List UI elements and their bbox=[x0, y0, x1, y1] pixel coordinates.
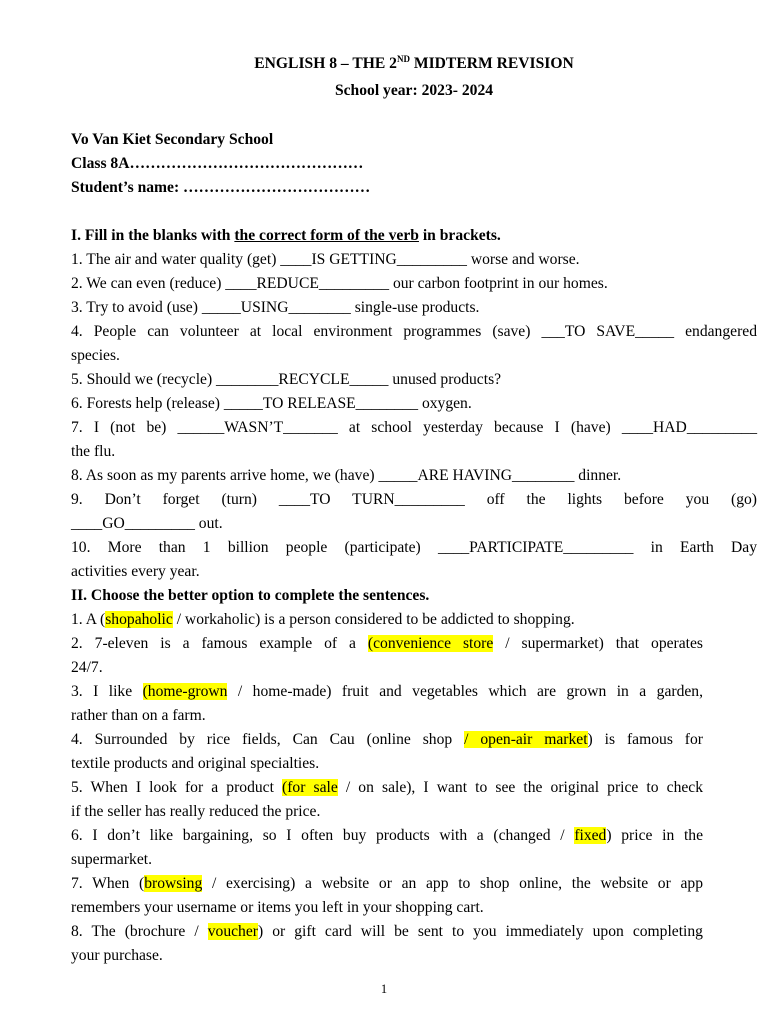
exercise-1-item-continued: activities every year. bbox=[71, 563, 200, 580]
document-page bbox=[71, 50, 757, 968]
exercise-2-item-continued: if the seller has really reduced the price. bbox=[71, 803, 321, 820]
exercise-2-item-continued: 24/7. bbox=[71, 659, 103, 676]
exercise-2-item-continued: textile products and original specialties. bbox=[71, 755, 320, 772]
student-name-line: Student’s name: ……………………………… bbox=[71, 179, 371, 196]
highlighted-answer: (convenience store bbox=[367, 635, 494, 652]
highlighted-answer: (for sale bbox=[282, 779, 338, 796]
school-year: School year: 2023- 2024 bbox=[334, 82, 494, 99]
exercise-1-item: 2. We can even (reduce) ____REDUCE_________ our carbon footprint in our homes. bbox=[71, 275, 608, 292]
exercise-2-item: 4. Surrounded by rice fields, Can Cau (online shop / open-air market) is famous for bbox=[71, 731, 703, 748]
exercise-1-item: 9. Don’t forget (turn) ____TO TURN_________ off the lights before you (go) bbox=[71, 491, 757, 508]
exercise-1-item: 10. More than 1 billion people (participate) ____PARTICIPATE_________ in Earth Day bbox=[71, 539, 757, 556]
exercise-1-item-continued: the flu. bbox=[71, 443, 116, 460]
exercise-1-item: 3. Try to avoid (use) _____USING________ single-use products. bbox=[71, 299, 480, 316]
highlighted-answer: (home-grown bbox=[142, 683, 228, 700]
exercise-1-item: 5. Should we (recycle) ________RECYCLE_____ unused products? bbox=[71, 371, 502, 388]
highlighted-answer: shopaholic bbox=[105, 611, 173, 628]
class-line: Class 8A……………………………………… bbox=[71, 155, 364, 172]
exercise-2-item-continued: your purchase. bbox=[71, 947, 163, 964]
exercise-2-item: 3. I like (home-grown / home-made) fruit and vegetables which are grown in a garden, bbox=[71, 683, 703, 700]
exercise-2-item-continued: supermarket. bbox=[71, 851, 152, 868]
exercise-1-item-continued: species. bbox=[71, 347, 120, 364]
highlighted-answer: / open-air market bbox=[464, 731, 588, 748]
section-1-heading: I. Fill in the blanks with the correct form of the verb in brackets. bbox=[71, 227, 501, 244]
exercise-1-item: 1. The air and water quality (get) ____IS GETTING_________ worse and worse. bbox=[71, 251, 580, 268]
exercise-2-item: 1. A (shopaholic / workaholic) is a person considered to be addicted to shopping. bbox=[71, 611, 575, 628]
page-number: 1 bbox=[380, 982, 388, 996]
exercise-2-item-continued: rather than on a farm. bbox=[71, 707, 206, 724]
exercise-2-item: 5. When I look for a product (for sale / on sale), I want to see the original price to check bbox=[71, 779, 704, 796]
highlighted-answer: fixed bbox=[574, 827, 607, 844]
highlighted-answer: browsing bbox=[144, 875, 203, 892]
exercise-2-item: 6. I don’t like bargaining, so I often buy products with a (changed / fixed) price in the bbox=[71, 827, 703, 844]
exercise-1-item: 8. As soon as my parents arrive home, we (have) _____ARE HAVING________ dinner. bbox=[71, 467, 622, 484]
exercise-1-item: 6. Forests help (release) _____TO RELEASE________ oxygen. bbox=[71, 395, 472, 412]
exercise-2-item-continued: remembers your username or items you left in your shopping cart. bbox=[71, 899, 484, 916]
exercise-2-item: 7. When (browsing / exercising) a website or an app to shop online, the website or app bbox=[71, 875, 703, 892]
exercise-1-item: 4. People can volunteer at local environment programmes (save) ___TO SAVE_____ endangered bbox=[71, 323, 757, 340]
section-2-heading: II. Choose the better option to complete the sentences. bbox=[71, 587, 430, 604]
exercise-1-item-continued: ____GO_________ out. bbox=[71, 515, 223, 532]
document-title: ENGLISH 8 – THE 2ND MIDTERM REVISION bbox=[254, 54, 574, 72]
exercise-2-item: 8. The (brochure / voucher) or gift card will be sent to you immediately upon completing bbox=[71, 923, 703, 940]
exercise-2-item: 2. 7-eleven is a famous example of a (convenience store / supermarket) that operates bbox=[71, 635, 703, 652]
school-name: Vo Van Kiet Secondary School bbox=[71, 131, 274, 148]
highlighted-answer: voucher bbox=[207, 923, 258, 940]
exercise-1-item: 7. I (not be) ______WASN’T_______ at school yesterday because I (have) ____HAD_________ bbox=[71, 419, 757, 436]
